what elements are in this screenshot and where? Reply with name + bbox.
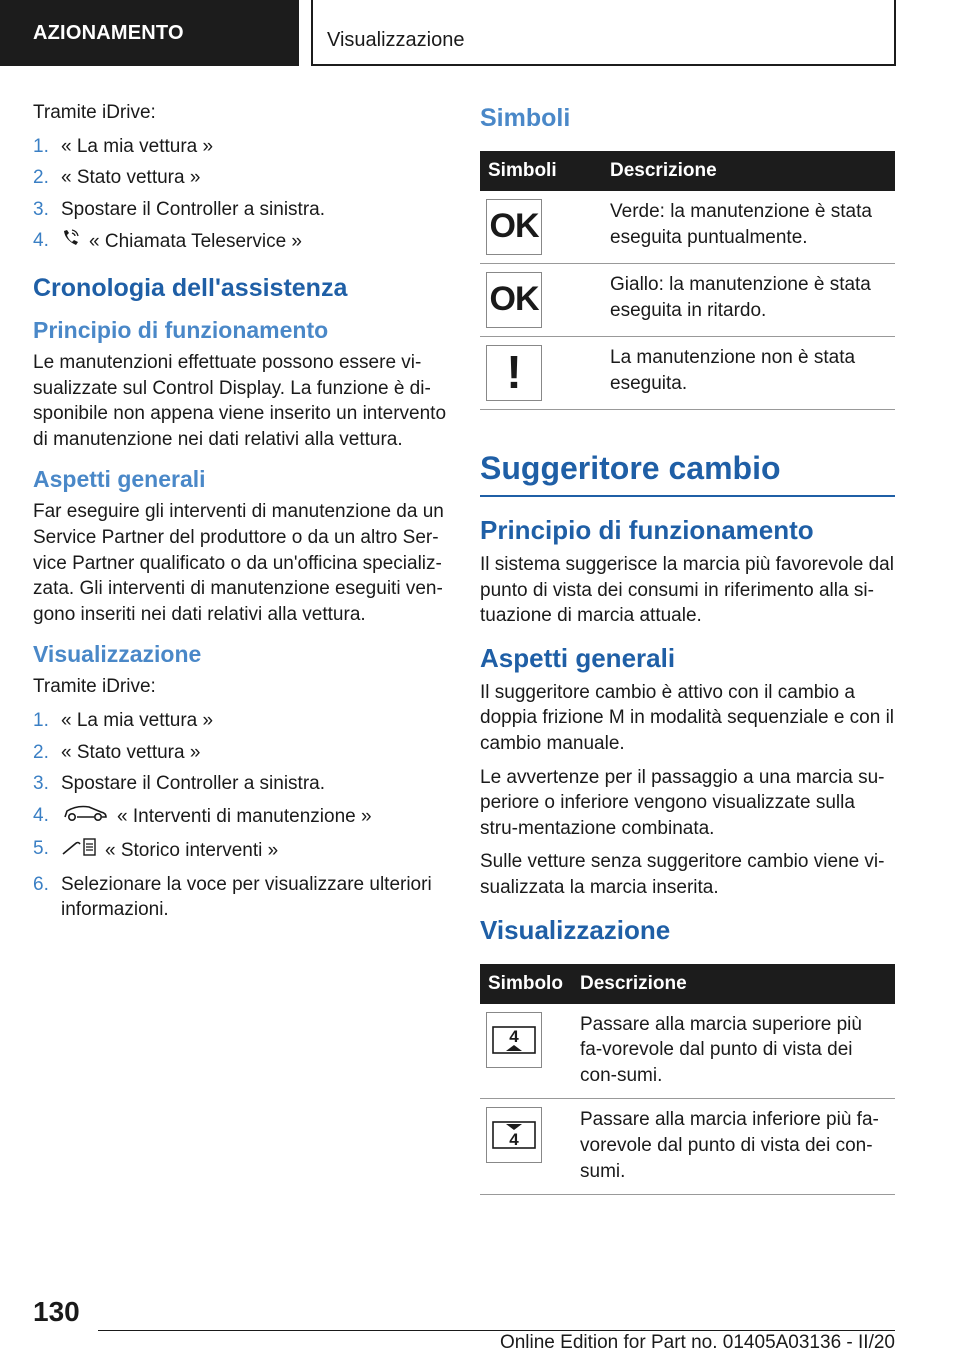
table-row: OK Giallo: la manutenzione è stata eseguita in ritardo. (480, 264, 895, 337)
teleservice-call-icon (61, 228, 81, 256)
steps-list-b (33, 708, 447, 923)
shift-general-text-2: Le avvertenze per il passaggio a una marcia su-periore o inferiore vengono visualizzate sulla stru-mentazione combinata. (480, 766, 885, 839)
ok-yellow-icon: OK (486, 272, 542, 328)
shift-general-text-1: Il suggeritore cambio è attivo con il cambio a doppia frizione M in modalità sequenziale e con il cambio manuale. (480, 681, 895, 754)
exclamation-icon: ! (486, 345, 542, 401)
page-number: 130 (33, 1296, 80, 1327)
list-item: 5. « Storico interventi » (33, 836, 447, 866)
general-heading: Aspetti generali (33, 466, 206, 493)
display-heading: Visualizzazione (33, 641, 202, 668)
table-header: Descrizione (602, 151, 895, 191)
shift-general-heading: Aspetti generali (480, 642, 676, 673)
table-row: OK Verde: la manutenzione è stata eseguita puntualmente. (480, 191, 895, 264)
gear-down-icon: 4 (486, 1107, 542, 1163)
list-item: 3. Spostare il Controller a sinistra. (33, 198, 325, 220)
list-item: 2. « Stato vettura » (33, 741, 201, 763)
footer-divider (98, 1330, 895, 1331)
table-row: ! La manutenzione non è stata eseguita. (480, 337, 895, 410)
intro-text: Tramite iDrive: (33, 102, 156, 123)
history-heading: Cronologia dell'assistenza (33, 273, 348, 302)
table-row: 4 Passare alla marcia inferiore più fa-vorevole dal punto di vista dei con-sumi. (480, 1099, 895, 1195)
list-item: 4. « Interventi di manutenzione » (33, 803, 447, 831)
steps-list-a (33, 134, 447, 256)
principle-text: Le manutenzioni effettuate possono essere vi-sualizzate sul Control Display. La funzione è di-sponibile non appena viene inserito un intervento di manutenzione nei dati relativi alla vettura. (33, 351, 447, 450)
list-item: 6. Selezionare la voce per visualizzare ulteriori informazioni. (33, 873, 432, 921)
gear-up-icon: 4 (486, 1012, 542, 1068)
list-item: 1. « La mia vettura » (33, 135, 214, 157)
list-item: 1. « La mia vettura » (33, 709, 214, 731)
table-header: Simboli (480, 151, 602, 191)
list-item: 3. Spostare il Controller a sinistra. (33, 773, 325, 795)
shift-principle-heading: Principio di funzionamento (480, 515, 814, 545)
ok-green-icon: OK (486, 199, 542, 255)
service-history-icon (61, 836, 97, 866)
shift-heading: Suggeritore cambio (480, 450, 895, 497)
general-text: Far eseguire gli interventi di manutenzione da un Service Partner del produttore o da un altro Ser-vice Partner qualificato o da un'officina specializ-zata. Gli interventi di manutenzione eseguiti ven-gono inseriti nei dati relativi alla vettura. (33, 501, 444, 625)
shift-table (480, 964, 895, 1196)
section-title: AZIONAMENTO (0, 0, 299, 66)
symbols-table (480, 151, 895, 410)
chapter-title: Visualizzazione (311, 0, 896, 66)
shift-principle-text: Il sistema suggerisce la marcia più favorevole dal punto di vista dei consumi in riferimento alla si-tuazione di marcia attuale. (480, 554, 894, 627)
shift-general-text-3: Sulle vetture senza suggeritore cambio viene vi-sualizzata la marcia inserita. (480, 851, 885, 898)
list-item: 2. « Stato vettura » (33, 167, 201, 189)
table-header: Simbolo (480, 964, 572, 1004)
car-service-icon (61, 803, 109, 831)
list-item: 4. « Chiamata Teleservice » (33, 228, 447, 256)
symbols-heading: Simboli (480, 104, 571, 132)
table-row: 4 Passare alla marcia superiore più fa-vorevole dal punto di vista dei con-sumi. (480, 1004, 895, 1099)
right-column (480, 100, 895, 1195)
edition-text: Online Edition for Part no. 01405A03136 - II/20 (499, 1332, 895, 1353)
left-column (33, 100, 447, 937)
display-intro: Tramite iDrive: (33, 676, 156, 698)
table-header: Descrizione (572, 964, 895, 1004)
shift-display-heading: Visualizzazione (480, 914, 671, 945)
principle-heading: Principio di funzionamento (33, 316, 329, 343)
